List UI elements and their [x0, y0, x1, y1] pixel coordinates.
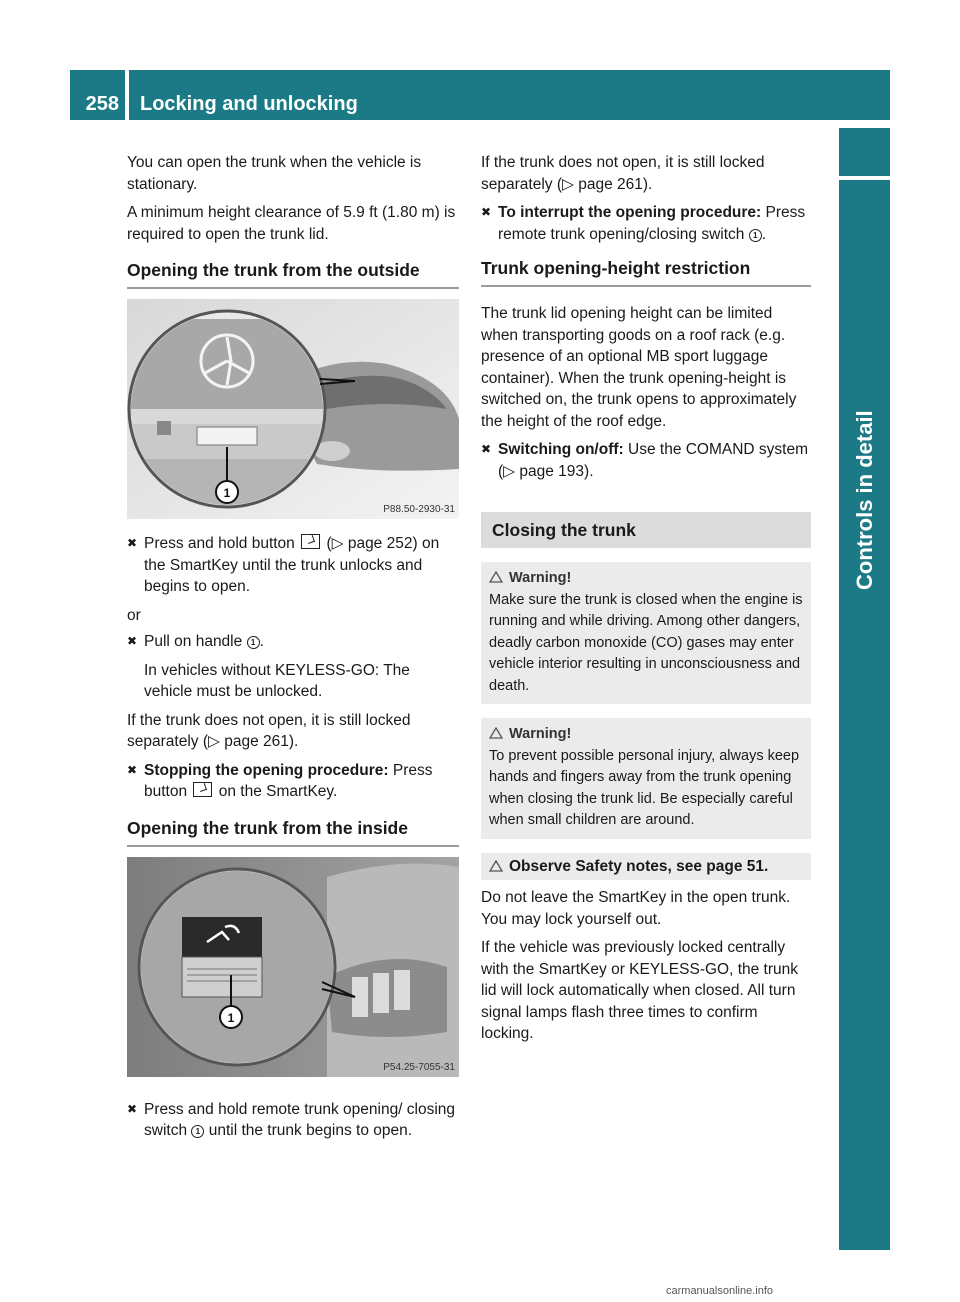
section-heading-outside: Opening the trunk from the outside [127, 259, 459, 289]
right-column [481, 152, 811, 1052]
section-heading-closing: Closing the trunk [481, 512, 811, 548]
step-continuation: In vehicles without KEYLESS-GO: The vehicle must be unlocked. [144, 661, 410, 700]
trunk-outside-illustration [127, 299, 459, 519]
instruction-step: ✖ To interrupt the opening procedure: Press remote trunk opening/closing switch 1 . [481, 204, 806, 243]
chapter-header [129, 70, 890, 120]
footer-watermark: carmanualsonline.info [666, 1285, 774, 1297]
side-tab-label: Controls in detail [852, 410, 877, 590]
door-switch-illustration [127, 857, 459, 1077]
step-arrow-icon: ✖ [127, 536, 138, 550]
callout-marker: 1 [223, 486, 231, 500]
callout-1-icon: 1 [247, 636, 260, 649]
warning-title: Warning! [509, 570, 572, 586]
page-number: 258 [85, 93, 119, 115]
instruction-step: ✖ Press and hold remote trunk opening/ closing switch 1 until the trunk begins to open. [127, 1100, 456, 1139]
image-code: P54.25-7055-31 [383, 1061, 455, 1073]
step-arrow-icon: ✖ [481, 442, 492, 456]
paragraph: Do not leave the SmartKey in the open trunk. You may lock yourself out. [481, 889, 791, 928]
chapter-title: Locking and unlocking [140, 93, 358, 115]
instruction-step: ✖ Press and hold button (▷ page 252) on the SmartKey until the trunk unlocks and begins to open. [127, 535, 440, 595]
warning-title: Warning! [509, 726, 572, 742]
trunk-outside-photo [127, 299, 459, 519]
safety-note: Observe Safety notes, see page 51. [481, 853, 811, 881]
warning-icon [489, 860, 503, 872]
side-tab-marker [839, 128, 890, 176]
warning-box [481, 718, 811, 839]
callout-1-icon: 1 [749, 229, 762, 242]
or-text: or [127, 606, 141, 624]
warning-icon [489, 571, 503, 583]
step-arrow-icon: ✖ [127, 762, 138, 777]
warning-text: Make sure the trunk is closed when the engine is running and while driving. Among other dangers, deadly carbon monoxide (CO) gases may enter vehicle interior resulting in unconsciousness and death. [489, 591, 803, 694]
trunk-button-icon [301, 534, 320, 549]
left-column [127, 152, 459, 1149]
instruction-step: ✖ Pull on handle 1 . [127, 631, 459, 653]
section-heading-restriction: Trunk opening-height restriction [481, 257, 811, 287]
side-tab [839, 180, 890, 1250]
warning-text: To prevent possible personal injury, always keep hands and fingers away from the trunk opening when closing the trunk lid. Be especially careful when small children are around. [489, 747, 800, 828]
step-arrow-icon: ✖ [127, 634, 138, 648]
step-arrow-icon: ✖ [481, 205, 492, 219]
image-code: P88.50-2930-31 [383, 504, 455, 515]
page-number-tab [70, 70, 125, 120]
instruction-step: ✖ Switching on/off: Use the COMAND system (▷ page 193). [481, 441, 809, 480]
paragraph: If the vehicle was previously locked centrally with the SmartKey or KEYLESS-GO, the trunk lid will lock automatically when closed. All turn signal lamps flash three times to confirm locking. [481, 939, 799, 1042]
paragraph: A minimum height clearance of 5.9 ft (1.80 m) is required to open the trunk lid. [127, 204, 456, 243]
paragraph: If the trunk does not open, it is still locked separately (▷ page 261). [127, 711, 411, 750]
trunk-button-icon [193, 782, 212, 797]
warning-box [481, 562, 811, 704]
paragraph: If the trunk does not open, it is still locked separately (▷ page 261). [481, 154, 765, 193]
warning-icon [489, 727, 503, 739]
section-heading-inside: Opening the trunk from the inside [127, 817, 459, 847]
instruction-step: ✖ Stopping the opening procedure: Press button on the SmartKey. [127, 761, 433, 800]
paragraph: The trunk lid opening height can be limited when transporting goods on a roof rack (e.g. presence of an optional MB sport luggage container). When the trunk opening-height is switched on, the trunk opens to approximately the height of the roof edge. [481, 305, 797, 430]
callout-1-icon: 1 [191, 1125, 204, 1138]
callout-marker: 1 [227, 1010, 235, 1025]
paragraph: You can open the trunk when the vehicle is stationary. [127, 154, 422, 193]
trunk-inside-photo [127, 857, 459, 1077]
step-arrow-icon: ✖ [127, 1101, 138, 1116]
